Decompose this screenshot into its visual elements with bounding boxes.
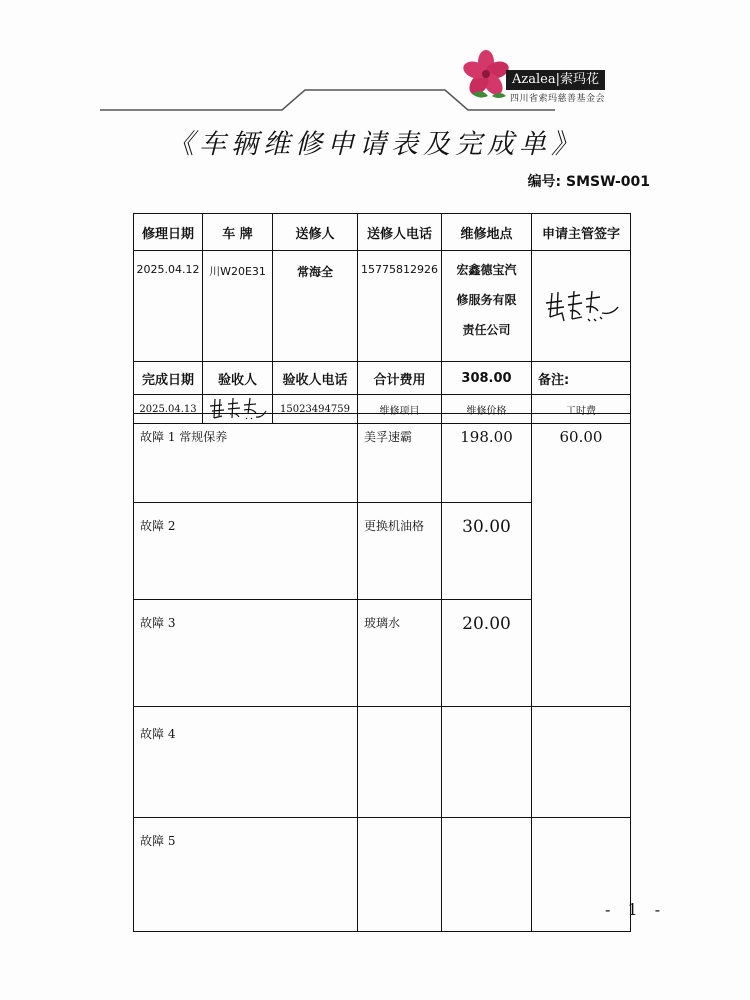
fault-label: 故障 1 常规保养 — [134, 414, 358, 503]
fault-row — [134, 414, 631, 503]
fault-label: 故障 2 — [134, 503, 358, 600]
foundation-logo — [462, 50, 622, 106]
total-fee: 308.00 — [442, 362, 532, 395]
header-inspector: 验收人 — [203, 362, 273, 395]
header-repair-date: 修理日期 — [134, 214, 203, 251]
header-complete-date: 完成日期 — [134, 362, 203, 395]
header-sender: 送修人 — [273, 214, 358, 251]
header-sender-phone: 送修人电话 — [358, 214, 442, 251]
supervisor-signature-cell — [532, 251, 631, 362]
supervisor-signature — [538, 283, 624, 329]
labor-fee: 60.00 — [532, 414, 631, 707]
page-number: - 1 - — [605, 900, 667, 919]
repair-place-line: 宏鑫德宝汽 — [456, 263, 517, 277]
form-title: 《车辆维修申请表及完成单》 — [167, 129, 583, 160]
serial-number — [528, 171, 650, 191]
logo-org-name: 四川省索玛慈善基金会 — [510, 94, 606, 104]
header-inspector-phone: 验收人电话 — [273, 362, 358, 395]
inspector-phone: 15023494759 — [273, 395, 358, 424]
application-table — [133, 213, 631, 424]
repair-price — [442, 818, 532, 932]
header-plate: 车 牌 — [203, 214, 273, 251]
logo-name-en: Azalea — [512, 72, 556, 87]
fault-row — [134, 707, 631, 818]
repair-item: 玻璃水 — [358, 600, 442, 707]
serial-label: 编号: — [527, 174, 562, 190]
repair-item — [358, 818, 442, 932]
fault-label: 故障 5 — [134, 818, 358, 932]
plate-number: 川W20E31 — [203, 251, 273, 362]
repair-price: 20.00 — [442, 600, 532, 707]
fault-label: 故障 3 — [134, 600, 358, 707]
serial-value: SMSW-001 — [566, 174, 650, 190]
logo-name-cn: 索玛花 — [559, 72, 599, 87]
labor-fee-empty — [532, 707, 631, 818]
repair-item: 更换机油格 — [358, 503, 442, 600]
header-total-fee: 合计费用 — [358, 362, 442, 395]
header-supervisor-sign: 申请主管签字 — [532, 214, 631, 251]
remark-label: 备注: — [532, 362, 631, 395]
repair-price: 198.00 — [442, 414, 532, 503]
faults-table — [133, 413, 631, 932]
header-labor-fee: 工时费 — [532, 395, 631, 424]
header-repair-price: 维修价格 — [442, 395, 532, 424]
repair-item — [358, 707, 442, 818]
repair-place-line: 修服务有限 — [456, 293, 517, 307]
header-decorative-line — [0, 0, 750, 120]
header-repair-place: 维修地点 — [442, 214, 532, 251]
repair-item: 美孚速霸 — [358, 414, 442, 503]
complete-date: 2025.04.13 — [134, 395, 203, 424]
application-data-row — [134, 251, 631, 362]
repair-price — [442, 707, 532, 818]
repair-price: 30.00 — [442, 503, 532, 600]
logo-wordmark: Azalea|索玛花 — [506, 70, 605, 90]
fault-label: 故障 4 — [134, 707, 358, 818]
repair-place — [442, 251, 532, 362]
header-repair-item: 维修项目 — [358, 395, 442, 424]
repair-date: 2025.04.12 — [134, 251, 203, 362]
fault-row — [134, 818, 631, 932]
repair-place-line: 责任公司 — [462, 323, 511, 337]
sender-name: 常海全 — [273, 251, 358, 362]
application-header-row — [134, 214, 631, 251]
completion-header-row — [134, 362, 631, 395]
sender-phone: 15775812926 — [358, 251, 442, 362]
